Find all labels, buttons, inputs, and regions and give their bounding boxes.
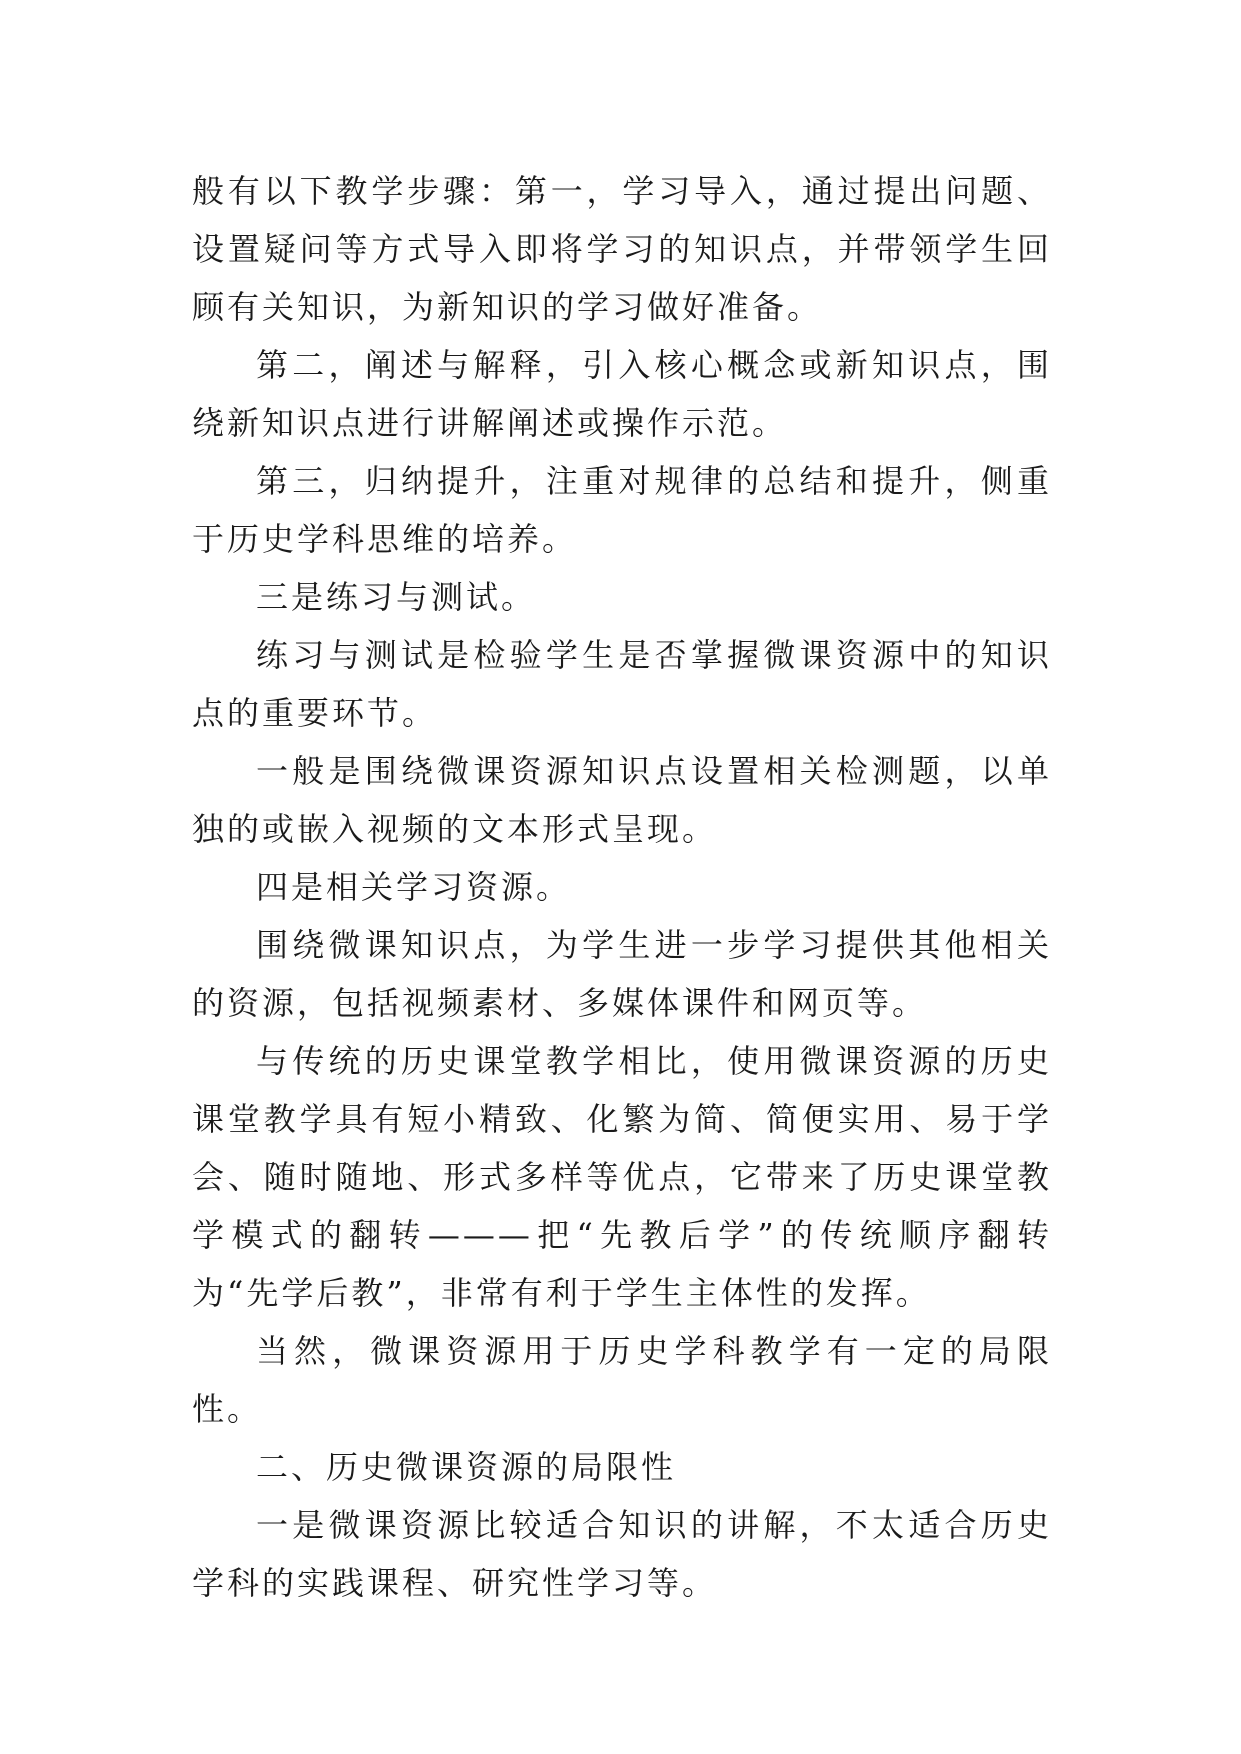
paragraph-practice-purpose: 练习与测试是检验学生是否掌握微课资源中的知识点的重要环节。 <box>192 636 1052 732</box>
paragraph-heading-resources: 四是相关学习资源。 <box>256 868 572 906</box>
paragraph-limitation-intro: 当然，微课资源用于历史学科教学有一定的局限性。 <box>192 1332 1052 1428</box>
paragraph-heading-practice: 三是练习与测试。 <box>256 578 537 616</box>
paragraph-step-two: 第二，阐述与解释，引入核心概念或新知识点，围绕新知识点进行讲解阐述或操作示范。 <box>192 346 1052 442</box>
paragraph-continuation: 般有以下教学步骤：第一，学习导入，通过提出问题、设置疑问等方式导入即将学习的知识点，并带领学生回顾有关知识，为新知识的学习做好准备。 <box>192 172 1052 326</box>
document-body <box>192 162 1052 1612</box>
paragraph-practice-form: 一般是围绕微课资源知识点设置相关检测题，以单独的或嵌入视频的文本形式呈现。 <box>192 752 1052 848</box>
paragraph-limitation-one: 一是微课资源比较适合知识的讲解，不太适合历史学科的实践课程、研究性学习等。 <box>192 1506 1052 1602</box>
section-heading-limitations: 二、历史微课资源的局限性 <box>256 1448 677 1486</box>
paragraph-resources-detail: 围绕微课知识点，为学生进一步学习提供其他相关的资源，包括视频素材、多媒体课件和网页等。 <box>192 926 1052 1022</box>
paragraph-step-three: 第三，归纳提升，注重对规律的总结和提升，侧重于历史学科思维的培养。 <box>192 462 1052 558</box>
paragraph-comparison: 与传统的历史课堂教学相比，使用微课资源的历史课堂教学具有短小精致、化繁为简、简便实用、易于学会、随时随地、形式多样等优点，它带来了历史课堂教学模式的翻转———把“先教后学”的传统顺序翻转为“先学后教”，非常有利于学生主体性的发挥。 <box>192 1042 1052 1312</box>
